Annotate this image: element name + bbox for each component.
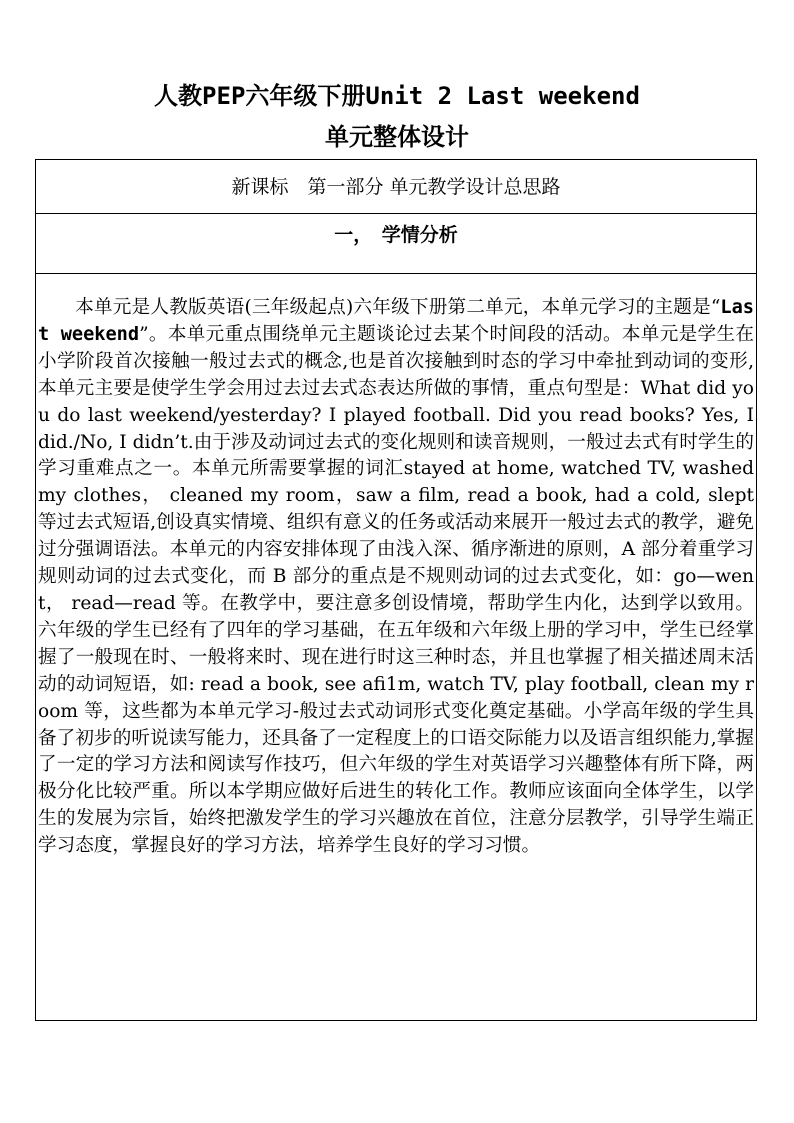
learning-analysis-paragraph [38, 295, 754, 860]
unit-theme-emphasis: Last weekend [38, 297, 754, 345]
paragraph-text-start: 本单元是人教版英语(三年级起点)六年级下册第二单元，本单元学习的主题是“ [75, 297, 721, 318]
document-title: 人教PEP六年级下册Unit 2 Last weekend [154, 82, 640, 110]
section-title: 一， 学情分析 [334, 224, 458, 246]
section-title-row [36, 214, 756, 274]
table-header-text: 新课标 第一部分 单元教学设计总思路 [231, 176, 561, 198]
paragraph-text-rest: ”。本单元重点围绕单元主题谈论过去某个时间段的活动。本单元是学生在小学阶段首次接触一般过去式的概念,也是首次接触到时态的学习中牵扯到动词的变形,本单元主要是使学生学会用过去过去式态表达所做的事情，重点句型是：What did you do last weekend/yesterday? I played football. Did you read books? Yes, I did./No, I didn’t.由于涉及动词过去式的变化规则和读音规则，一般过去式有时学生的学习重难点之一。本单元所需要掌握的词汇stayed at home, watched TV, washed my clothes， cleaned my room，saw a film, read a book, had a cold, slept 等过去式短语,创设真实情境、组织有意义的任务或活动来展开一般过去式的教学，避免过分强调语法。本单元的内容安排体现了由浅入深、循序渐进的原则，A 部分着重学习规则动词的过去式变化，而 B 部分的重点是不规则动词的过去式变化，如：go—went， read—read 等。在教学中，要注意多创设情境，帮助学生内化，达到学以致用。六年级的学生已经有了四年的学习基础，在五年级和六年级上册的学习中，学生已经掌握了一般现在时、一般将来时、现在进行时这三种时态，并且也掌握了相关描述周末活动的动词短语，如: read a book, see afi1m, watch TV, play football, clean my room 等，这些都为本单元学习-般过去式动词形式变化奠定基础。小学高年级的学生具备了初步的听说读写能力，还具备了一定程度上的口语交际能力以及语言组织能力,掌握了一定的学习方法和阅读写作技巧，但六年级的学生对英语学习兴趣整体有所下降，两极分化比较严重。所以本学期应做好后进生的转化工作。教师应该面向全体学生，以学生的发展为宗旨，始终把激发学生的学习兴趣放在首位，注意分层教学，引导学生端正学习态度，掌握良好的学习方法，培养学生良好的学习习惯。 [38, 323, 754, 857]
design-table [35, 159, 757, 1021]
table-header-row [36, 160, 756, 214]
document-subtitle: 单元整体设计 [325, 123, 469, 151]
